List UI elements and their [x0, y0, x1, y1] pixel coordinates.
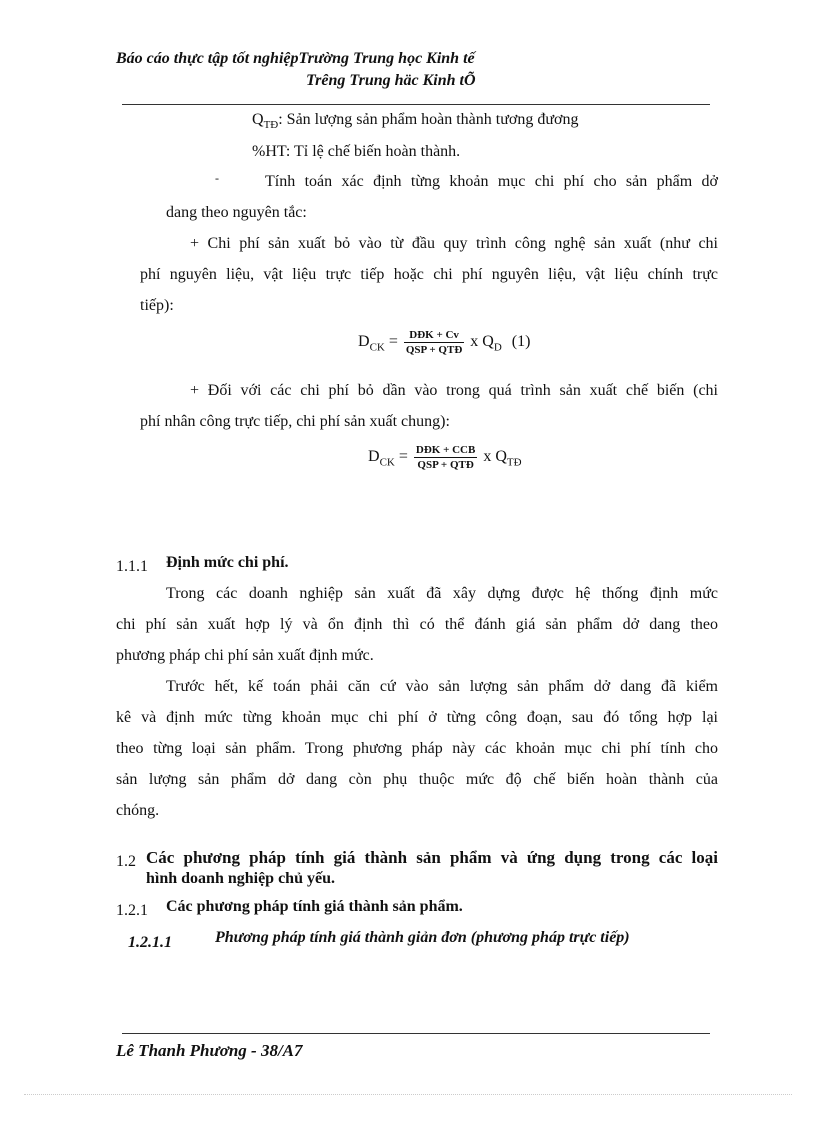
sec111-p1-line-2: chi phí sản xuất hợp lý và ổn định thì có thể đánh giá sản phẩm dở dang theo — [116, 616, 718, 633]
sec111-p1-line-3: phương pháp chi phí sản xuất định mức. — [116, 647, 374, 664]
formula1-lhs-sub: CK — [369, 341, 385, 354]
plus1-line-2: phí nguyên liệu, vật liệu trực tiếp hoặc chi phí nguyên liệu, vật liệu chính trực — [140, 266, 718, 283]
sec111-p2-line-3: theo từng loại sản phẩm. Trong phương pháp này các khoản mục chi phí tính cho — [116, 740, 718, 757]
section-1-1-1-number: 1.1.1 — [116, 558, 148, 575]
formula1-lhs: D — [358, 333, 370, 351]
section-1-2-1-1-title: Phương pháp tính giá thành giản đơn (phương pháp trực tiếp) — [215, 929, 630, 946]
formula2-lhs: D — [368, 448, 380, 466]
plus2-line-1: + Đối với các chi phí bỏ dần vào trong quá trình sản xuất chế biến (chi — [190, 382, 718, 399]
page-bottom-divider — [24, 1094, 792, 1095]
formula-2 — [368, 444, 522, 471]
formula2-lhs-sub: CK — [379, 456, 395, 469]
tinh-toan-line-2: dang theo nguyên tắc: — [166, 204, 307, 221]
section-1-2-1-number: 1.2.1 — [116, 902, 148, 919]
formula2-times: x Q — [483, 448, 507, 466]
formula1-times: x Q — [470, 333, 494, 351]
header-rule — [122, 104, 710, 105]
qtd-definition — [252, 112, 579, 131]
sec111-p2-line-4: sản lượng sản phẩm dở dang còn phụ thuộc mức độ chế biến hoàn thành của — [116, 771, 718, 788]
formula-1 — [358, 329, 530, 356]
header-line-1: Báo cáo thực tập tốt nghiệpTrường Trung học Kinh tế — [116, 50, 475, 67]
plus2-line-2: phí nhân công trực tiếp, chi phí sản xuất chung): — [140, 413, 450, 430]
ht-definition: %HT: Tỉ lệ chế biến hoàn thành. — [252, 143, 461, 160]
footer-rule — [122, 1033, 710, 1034]
sec111-p2-line-1: Trước hết, kế toán phải căn cứ vào sản lượng sản phẩm dở dang đã kiểm — [166, 678, 718, 695]
formula2-rhs-sub: TĐ — [506, 456, 522, 469]
header-line-2: Trêng Trung häc Kinh tÕ — [306, 72, 476, 89]
formula1-label: (1) — [511, 333, 531, 351]
section-1-2-number: 1.2 — [116, 853, 136, 870]
plus1-line-3: tiếp): — [140, 297, 174, 314]
formula1-rhs-sub: D — [493, 341, 502, 354]
qtd-symbol: Q — [252, 111, 264, 128]
tinh-toan-line-1: Tính toán xác định từng khoản mục chi phí cho sản phẩm dở — [265, 173, 718, 190]
plus1-line-1: + Chi phí sản xuất bỏ vào từ đầu quy trình công nghệ sản xuất (như chi — [190, 235, 718, 252]
footer-author: Lê Thanh Phương - 38/A7 — [116, 1041, 303, 1060]
formula1-denominator: QSP + QTĐ — [405, 344, 463, 356]
formula2-numerator: DĐK + CCB — [415, 444, 476, 456]
formula2-denominator: QSP + QTĐ — [417, 459, 474, 471]
formula1-eq: = — [388, 333, 398, 351]
section-1-2-title-line-1: Các phương pháp tính giá thành sản phẩm và ứng dụng trong các loại — [146, 848, 718, 867]
sec111-p1-line-1: Trong các doanh nghiệp sản xuất đã xây dựng được hệ thống định mức — [166, 585, 718, 602]
section-1-1-1-title: Định mức chi phí. — [166, 554, 289, 571]
formula1-fraction — [404, 329, 464, 356]
section-1-2-1-1-number: 1.2.1.1 — [128, 934, 172, 951]
formula2-fraction — [414, 444, 477, 471]
section-1-2-title-line-2: hình doanh nghiệp chủ yếu. — [146, 870, 335, 887]
sec111-p2-line-5: chóng. — [116, 802, 160, 819]
qtd-text: : Sản lượng sản phẩm hoàn thành tương đương — [278, 111, 579, 128]
qtd-subscript: TĐ — [263, 119, 279, 132]
bullet-dash: - — [215, 171, 219, 185]
sec111-p2-line-2: kê và định mức từng khoản mục chi phí ở từng công đoạn, sau đó tổng hợp lại — [116, 709, 718, 726]
section-1-2-1-title: Các phương pháp tính giá thành sản phẩm. — [166, 898, 463, 915]
formula2-eq: = — [398, 448, 408, 466]
formula1-numerator: DĐK + Cv — [404, 329, 464, 343]
